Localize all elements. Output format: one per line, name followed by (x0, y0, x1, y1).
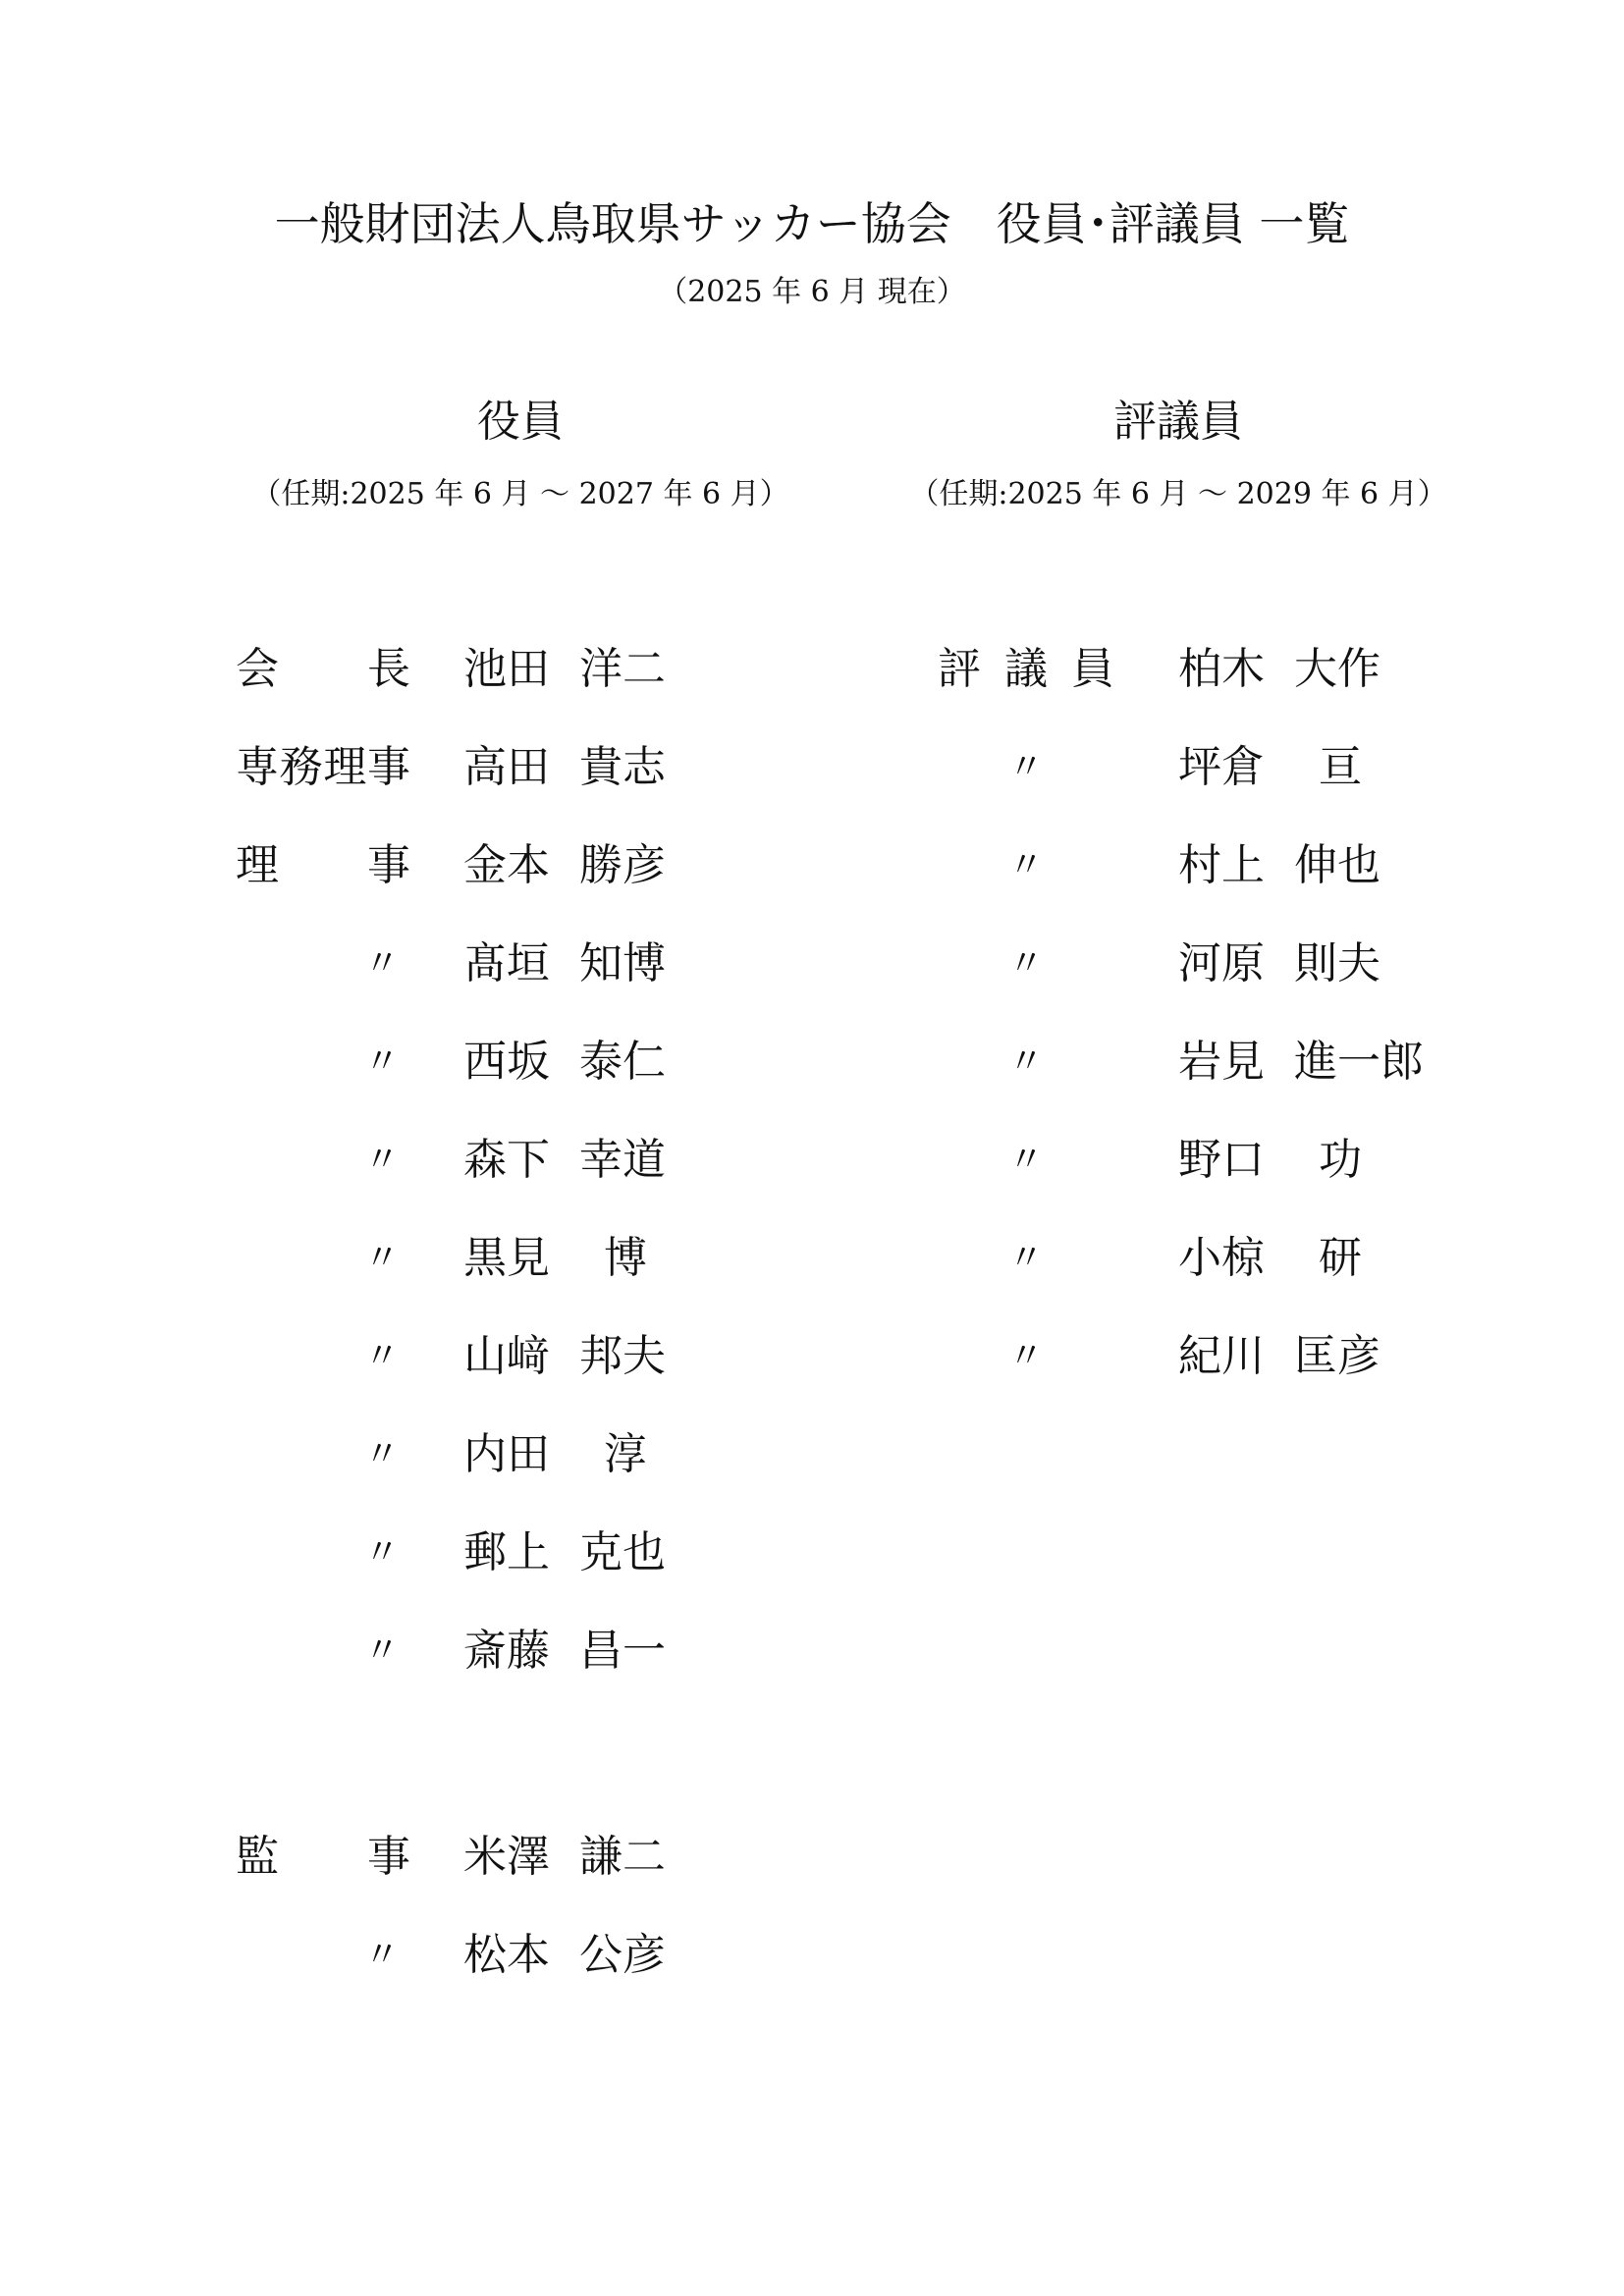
officer-row (236, 934, 746, 993)
person-name (1178, 1327, 1380, 1386)
ditto-mark (295, 1926, 469, 1985)
ditto-mark (295, 1622, 469, 1681)
role-char: 〃 (363, 1935, 400, 1975)
family-name: 松本 (463, 1930, 550, 1980)
role-label (236, 738, 410, 797)
person-name (1178, 836, 1380, 895)
auditor-row (236, 1926, 746, 1985)
family-name: 紀川 (1178, 1331, 1265, 1381)
role-char: 長 (367, 644, 410, 694)
given-name: 勝彦 (579, 840, 666, 890)
officer-row (236, 1131, 746, 1190)
role-char: 〃 (1007, 747, 1044, 787)
family-name: 郵上 (463, 1527, 550, 1577)
given-name: 邦夫 (579, 1331, 666, 1381)
councilor-row (938, 738, 1448, 797)
family-name: 坪倉 (1178, 742, 1265, 792)
role-char: 〃 (1007, 1140, 1044, 1180)
officers-term: （任期:2025 年 6 月 ～ 2027 年 6 月） (251, 477, 789, 511)
person-name (1178, 1229, 1362, 1288)
role-char: 員 (1071, 644, 1114, 694)
role-char: 〃 (1007, 943, 1044, 984)
given-name: 功 (1319, 1135, 1362, 1185)
family-name: 内田 (463, 1429, 550, 1479)
officer-row (236, 1622, 746, 1681)
given-name: 研 (1319, 1233, 1362, 1283)
role-char: 〃 (1007, 1336, 1044, 1376)
councilor-row (938, 640, 1448, 699)
given-name: 泰仁 (579, 1037, 666, 1087)
ditto-mark (938, 934, 1114, 993)
ditto-mark (295, 1131, 469, 1190)
person-name (463, 1523, 666, 1582)
given-name: 公彦 (579, 1930, 666, 1980)
given-name: 知博 (579, 938, 666, 988)
officers-heading: 役員 (477, 397, 564, 447)
as-of-date: （2025 年 6 月 現在） (658, 275, 966, 309)
ditto-mark (938, 1131, 1114, 1190)
councilors-heading: 評議員 (1113, 397, 1243, 447)
role-label (938, 640, 1114, 699)
person-name (463, 934, 666, 993)
person-name (1178, 934, 1380, 993)
family-name: 小椋 (1178, 1233, 1265, 1283)
officer-row (236, 640, 746, 699)
given-name: 則夫 (1294, 938, 1380, 988)
given-name: 昌一 (579, 1626, 666, 1676)
ditto-mark (295, 1229, 469, 1288)
councilor-row (938, 934, 1448, 993)
given-name: 進一郎 (1294, 1037, 1424, 1087)
person-name (463, 1622, 666, 1681)
given-name: 匡彦 (1294, 1331, 1380, 1381)
family-name: 河原 (1178, 938, 1265, 988)
councilor-row (938, 1229, 1448, 1288)
councilor-row (938, 1327, 1448, 1386)
person-name (463, 640, 666, 699)
role-char: 専 (236, 742, 279, 792)
family-name: 野口 (1178, 1135, 1265, 1185)
role-char: 〃 (1007, 1238, 1044, 1278)
family-name: 柏木 (1178, 644, 1265, 694)
ditto-mark (938, 836, 1114, 895)
ditto-mark (938, 1229, 1114, 1288)
role-char: 監 (236, 1832, 279, 1882)
person-name (463, 1425, 647, 1484)
ditto-mark (938, 1327, 1114, 1386)
role-char: 事 (367, 840, 410, 890)
role-char: 〃 (363, 943, 400, 984)
person-name (463, 1926, 666, 1985)
document-title: 一般財団法人鳥取県サッカー協会 役員･評議員 一覧 (274, 197, 1350, 250)
person-name (1178, 738, 1362, 797)
role-char: 〃 (363, 1532, 400, 1573)
councilor-row (938, 1033, 1448, 1092)
role-char: 〃 (363, 1336, 400, 1376)
family-name: 髙垣 (463, 938, 550, 988)
councilor-row (938, 836, 1448, 895)
person-name (463, 1327, 666, 1386)
person-name (463, 1828, 666, 1887)
officer-row (236, 1425, 746, 1484)
given-name: 幸道 (579, 1135, 666, 1185)
role-char: 理 (236, 840, 279, 890)
ditto-mark (938, 1033, 1114, 1092)
family-name: 山﨑 (463, 1331, 550, 1381)
family-name: 斎藤 (463, 1626, 550, 1676)
role-label (236, 836, 410, 895)
role-char: 事 (367, 1832, 410, 1882)
person-name (463, 836, 666, 895)
given-name: 淳 (604, 1429, 647, 1479)
councilor-row (938, 1131, 1448, 1190)
auditor-row (236, 1828, 746, 1887)
family-name: 池田 (463, 644, 550, 694)
ditto-mark (295, 1033, 469, 1092)
role-char: 〃 (1007, 1041, 1044, 1082)
given-name: 亘 (1319, 742, 1362, 792)
ditto-mark (295, 934, 469, 993)
given-name: 博 (604, 1233, 647, 1283)
family-name: 西坂 (463, 1037, 550, 1087)
family-name: 黒見 (463, 1233, 550, 1283)
person-name (1178, 1033, 1424, 1092)
role-label (236, 1828, 410, 1887)
role-label (236, 640, 410, 699)
given-name: 貴志 (579, 742, 666, 792)
role-char: 会 (236, 644, 279, 694)
ditto-mark (295, 1425, 469, 1484)
role-char: 務 (279, 742, 323, 792)
person-name (463, 738, 666, 797)
given-name: 謙二 (579, 1832, 666, 1882)
family-name: 高田 (463, 742, 550, 792)
officer-row (236, 836, 746, 895)
person-name (463, 1131, 666, 1190)
role-char: 〃 (363, 1238, 400, 1278)
person-name (1178, 640, 1380, 699)
role-char: 〃 (363, 1434, 400, 1474)
role-char: 〃 (363, 1140, 400, 1180)
officer-row (236, 1229, 746, 1288)
role-char: 〃 (1007, 845, 1044, 885)
family-name: 米澤 (463, 1832, 550, 1882)
ditto-mark (938, 738, 1114, 797)
given-name: 大作 (1294, 644, 1380, 694)
officer-row (236, 1033, 746, 1092)
councilors-term: （任期:2025 年 6 月 ～ 2029 年 6 月） (909, 477, 1447, 511)
role-char: 〃 (363, 1041, 400, 1082)
person-name (463, 1229, 647, 1288)
role-char: 〃 (363, 1630, 400, 1671)
officer-row (236, 1327, 746, 1386)
family-name: 金本 (463, 840, 550, 890)
ditto-mark (295, 1523, 469, 1582)
family-name: 森下 (463, 1135, 550, 1185)
family-name: 岩見 (1178, 1037, 1265, 1087)
officer-row (236, 738, 746, 797)
role-char: 評 (938, 644, 981, 694)
given-name: 克也 (579, 1527, 666, 1577)
given-name: 伸也 (1294, 840, 1380, 890)
ditto-mark (295, 1327, 469, 1386)
person-name (1178, 1131, 1362, 1190)
role-char: 議 (1004, 644, 1048, 694)
given-name: 洋二 (579, 644, 666, 694)
role-char: 理 (323, 742, 367, 792)
officer-row (236, 1523, 746, 1582)
person-name (463, 1033, 666, 1092)
role-char: 事 (366, 742, 410, 792)
family-name: 村上 (1178, 840, 1265, 890)
